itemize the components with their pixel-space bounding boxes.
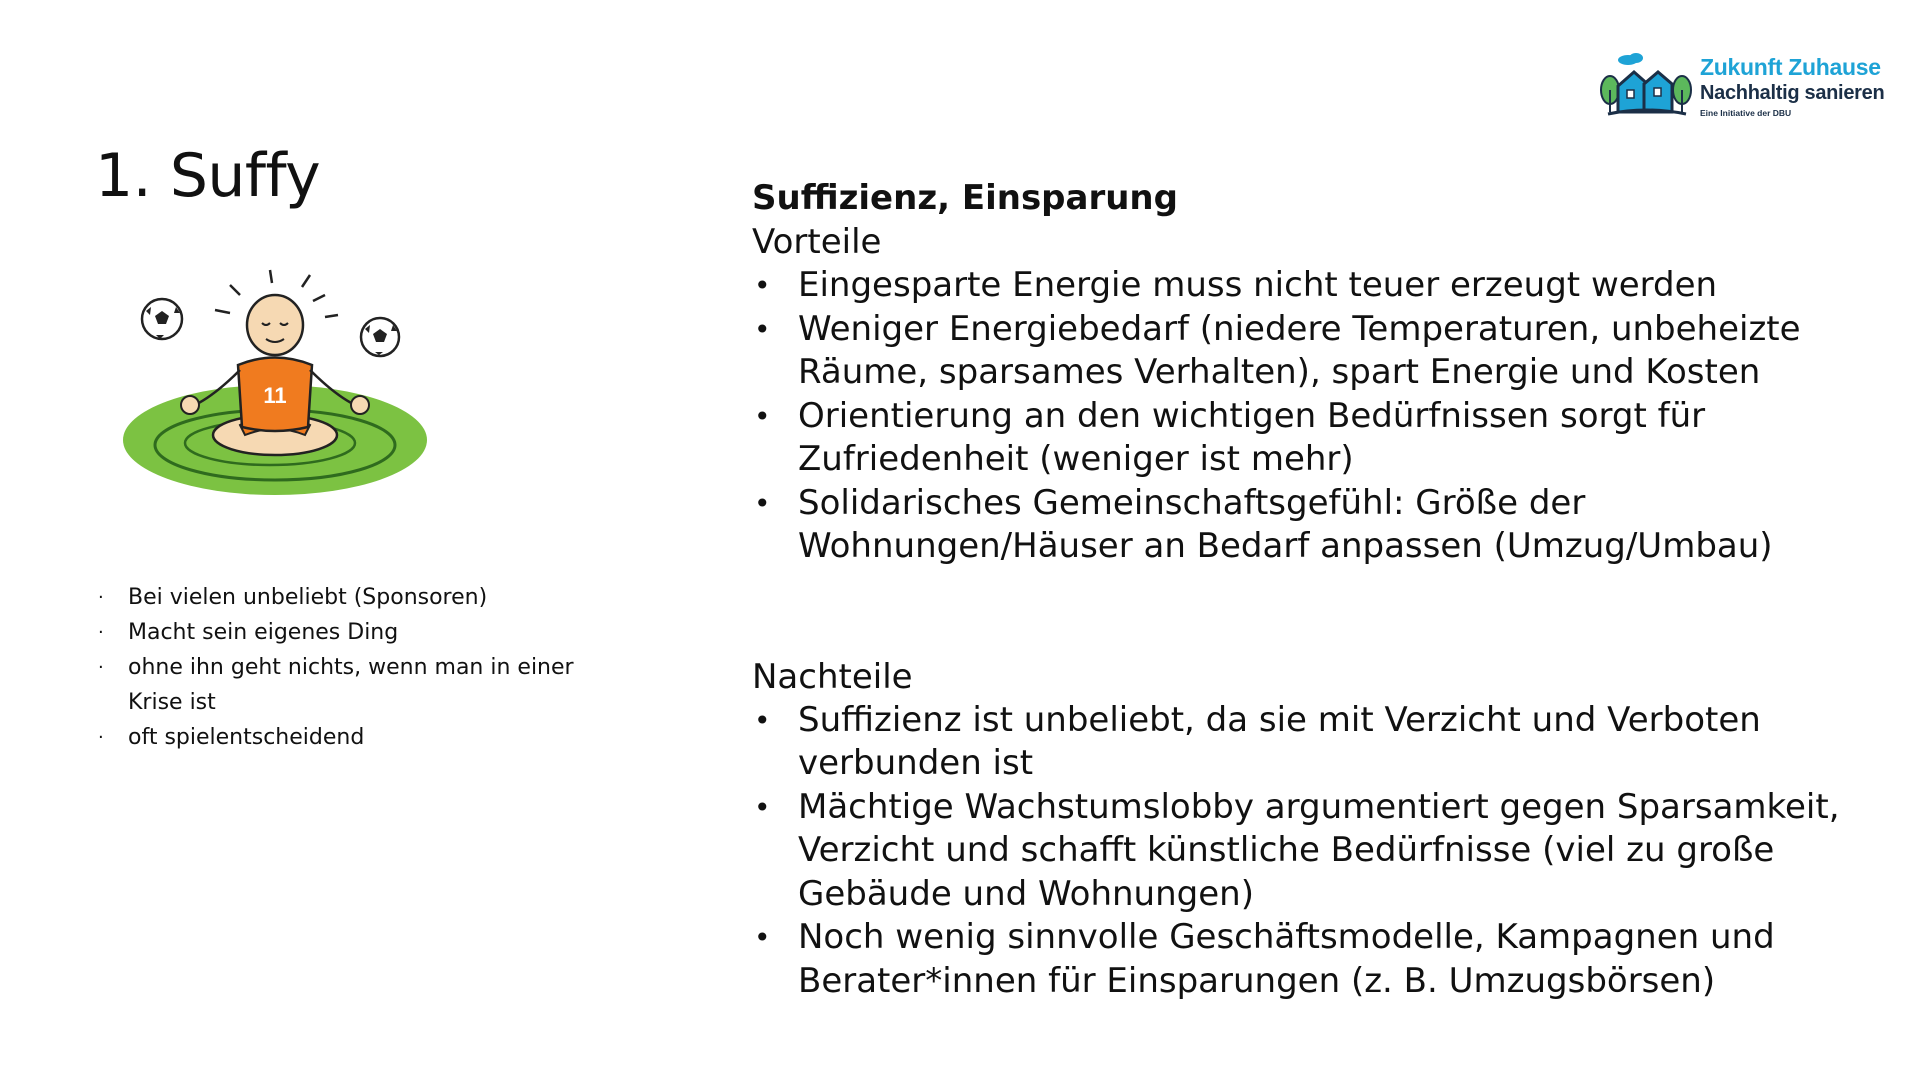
advantages-label: Vorteile bbox=[752, 222, 882, 262]
logo-tagline: Eine Initiative der DBU bbox=[1700, 108, 1792, 118]
sufficiency-content bbox=[752, 176, 1872, 1003]
soccer-ball-icon bbox=[361, 318, 399, 356]
suffy-traits-list bbox=[98, 580, 618, 755]
list-item: · oft spielentscheidend bbox=[98, 725, 365, 750]
soccer-ball-icon bbox=[142, 299, 182, 339]
logo-subtitle: Nachhaltig sanieren bbox=[1700, 82, 1885, 104]
list-item: • Orientierung an den wichtigen Bedürfnissen sorgt für Zufriedenheit (weniger ist mehr) bbox=[754, 395, 1706, 479]
list-item: • Suffizienz ist unbeliebt, da sie mit Verzicht und Verboten verbunden ist bbox=[754, 699, 1761, 783]
jersey-number: 11 bbox=[263, 383, 287, 408]
zukunft-zuhause-logo bbox=[1598, 50, 1885, 130]
section-heading: Suffizienz, Einsparung bbox=[752, 178, 1178, 218]
advantages-list bbox=[752, 264, 1872, 569]
list-item: • Mächtige Wachstumslobby argumentiert gegen Sparsamkeit, Verzicht und schafft künstliche Bedürfnisse (viel zu große Gebäude und Wohnungen) bbox=[754, 786, 1840, 914]
list-item: · Bei vielen unbeliebt (Sponsoren) bbox=[98, 585, 488, 610]
meditating-player-icon bbox=[120, 255, 440, 545]
disadvantages-list bbox=[752, 699, 1872, 1004]
list-item: • Solidarisches Gemeinschaftsgefühl: Größe der Wohnungen/Häuser an Bedarf anpassen (Umzug/Umbau) bbox=[754, 482, 1773, 566]
disadvantages-label: Nachteile bbox=[752, 656, 913, 697]
list-item: • Weniger Energiebedarf (niedere Temperaturen, unbeheizte Räume, sparsames Verhalten), spart Energie und Kosten bbox=[754, 308, 1801, 392]
list-item: • Eingesparte Energie muss nicht teuer erzeugt werden bbox=[754, 265, 1718, 305]
logo-title: Zukunft Zuhause bbox=[1700, 54, 1881, 80]
list-item: • Noch wenig sinnvolle Geschäftsmodelle, Kampagnen und Berater*innen für Einsparungen (z. B. Umzugsbörsen) bbox=[754, 917, 1775, 1001]
slide-title: 1. Suffy bbox=[95, 141, 321, 211]
list-item: · ohne ihn geht nichts, wenn man in einer Krise ist bbox=[98, 655, 574, 715]
house-logo-icon bbox=[1598, 50, 1694, 122]
list-item: · Macht sein eigenes Ding bbox=[98, 620, 399, 645]
